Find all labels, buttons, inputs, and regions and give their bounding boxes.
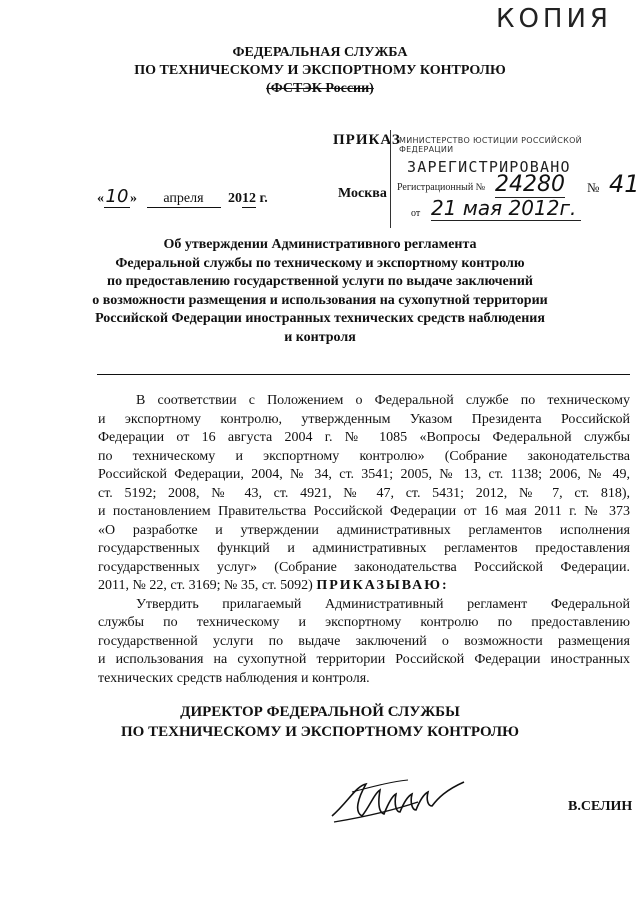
preamble-line: государственных услуг» (Собрание законодательства Российской Федерации. xyxy=(98,559,630,575)
subject-line: Федеральной службы по техническому и экспортному контролю xyxy=(115,255,525,271)
preamble-line: В соответствии с Положением о Федеральной службе по техническому xyxy=(136,393,630,408)
stamp-reg-date: 21 мая 2012г. xyxy=(431,196,581,221)
order-date xyxy=(97,186,268,208)
city: Москва xyxy=(338,186,387,201)
agency-header xyxy=(0,44,640,98)
order-title: ПРИКАЗ xyxy=(333,132,401,148)
order-subject xyxy=(90,236,550,347)
stamp-registered: ЗАРЕГИСТРИРОВАНО xyxy=(407,158,571,176)
resolution-line: технических средств наблюдения и контроля. xyxy=(98,670,370,686)
stamp-ministry: МИНИСТЕРСТВО ЮСТИЦИИ РОССИЙСКОЙ ФЕДЕРАЦИИ xyxy=(399,136,582,154)
preamble-line: Федерации от 16 августа 2004 г. № 1085 «Вопросы Федеральной службы xyxy=(98,430,630,445)
registration-stamp xyxy=(390,130,640,228)
date-year-unit: г. xyxy=(259,191,268,206)
preamble-line: ст. 5192; 2008, № 43, ст. 4921, № 47, ст. 5431; 2012, № 7, ст. 818), xyxy=(98,485,630,501)
preamble-line: Российской Федерации, 2004, № 34, ст. 3541; 2005, № 13, ст. 1138; 2006, № 49, xyxy=(98,467,630,482)
agency-line-2: ПО ТЕХНИЧЕСКОМУ И ЭКСПОРТНОМУ КОНТРОЛЮ xyxy=(134,63,506,78)
subject-line: о возможности размещения и использования на сухопутной территории xyxy=(92,292,548,308)
order-word: ПРИКАЗЫВАЮ: xyxy=(316,578,449,593)
subject-line: Российской Федерации иностранных технических средств наблюдения xyxy=(95,311,545,326)
subject-line: по предоставлению государственной услуги по выдаче заключений xyxy=(107,274,533,289)
date-year-suffix: 12 xyxy=(242,191,256,206)
agency-line-3: (ФСТЭК России) xyxy=(266,81,374,96)
director-title xyxy=(0,702,640,742)
date-year-prefix: 20 xyxy=(228,191,242,206)
separator-rule xyxy=(97,374,630,375)
agency-line-1: ФЕДЕРАЛЬНАЯ СЛУЖБА xyxy=(232,45,408,60)
stamp-no-symbol: № xyxy=(587,180,600,195)
preamble-line: по техническому и экспортному контролю» (Собрание законодательства xyxy=(98,448,630,464)
resolution-line: государственной услуги по выдаче заключений о возможности размещения xyxy=(98,633,630,649)
date-day: 10 xyxy=(105,186,129,207)
resolution-line: службы по техническому и экспортному контролю по предоставлению xyxy=(98,615,630,630)
subject-line: и контроля xyxy=(284,329,356,345)
preamble-line: 2011, № 22, ст. 3169; № 35, ст. 5092) xyxy=(98,578,313,593)
handwritten-signature xyxy=(328,772,468,828)
date-open-quote: « xyxy=(97,191,104,206)
copy-mark: КОПИЯ xyxy=(496,4,612,34)
stamp-date-label: от xyxy=(411,208,421,219)
preamble xyxy=(98,392,630,688)
preamble-line: государственных функций и административных регламентов предоставления xyxy=(98,541,630,556)
preamble-last-line xyxy=(98,577,630,596)
preamble-line: и экспортному контролю, утвержденным Указом Президента Российской xyxy=(98,411,630,427)
date-close-quote: » xyxy=(130,191,137,206)
resolution-line: Утвердить прилагаемый Административный регламент Федеральной xyxy=(136,596,630,612)
subject-line: Об утверждении Административного регламента xyxy=(163,237,477,252)
director-line-2: ПО ТЕХНИЧЕСКОМУ И ЭКСПОРТНОМУ КОНТРОЛЮ xyxy=(121,724,519,740)
stamp-regnum-label: Регистрационный № xyxy=(397,182,486,193)
stamp-order-number: 41 xyxy=(609,170,640,198)
preamble-line: «О разработке и утверждении административных регламентов исполнения xyxy=(98,522,630,538)
date-month: апреля xyxy=(147,191,221,208)
signer-name: В.СЕЛИН xyxy=(568,799,633,814)
resolution-line: и использования на сухопутной территории Российской Федерации иностранных xyxy=(98,652,630,667)
stamp-regnum: 24280 xyxy=(495,172,565,197)
director-line-1: ДИРЕКТОР ФЕДЕРАЛЬНОЙ СЛУЖБЫ xyxy=(180,704,460,720)
preamble-line: и постановлением Правительства Российской Федерации от 16 мая 2011 г. № 373 xyxy=(98,504,630,519)
